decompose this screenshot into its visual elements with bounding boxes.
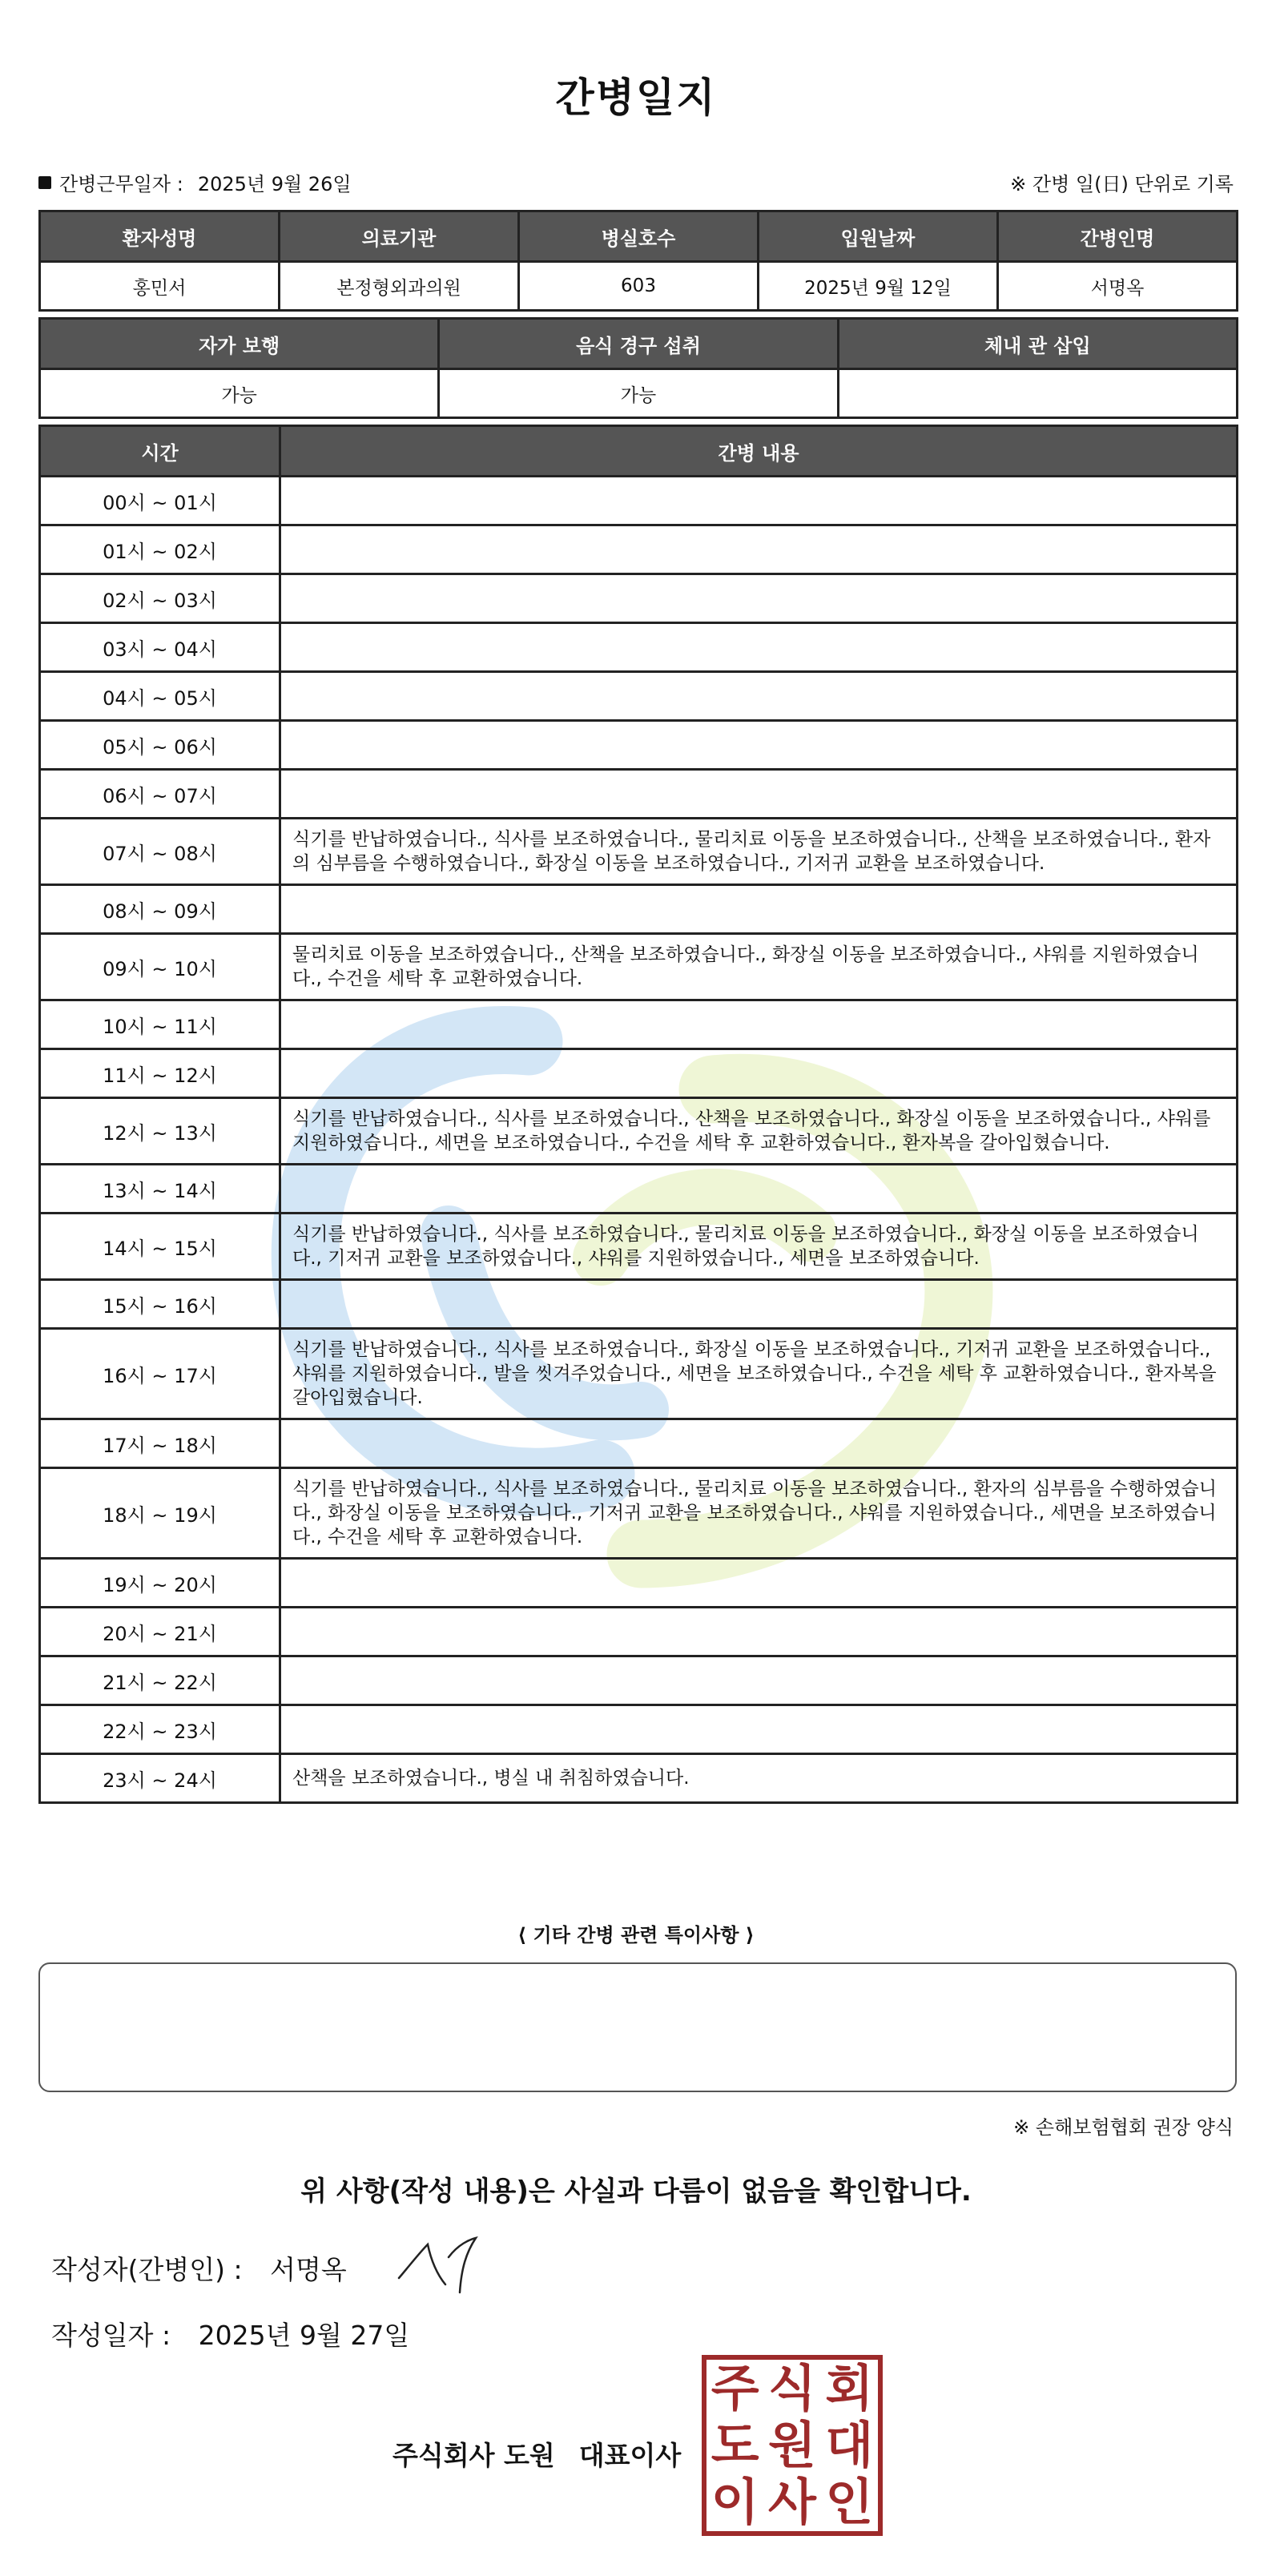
header-caregiver: 간병인명 [998,211,1238,262]
header-hospital: 의료기관 [280,211,519,262]
table-row [40,1705,1238,1754]
log-time: 17시 ~ 18시 [40,1419,280,1468]
oral-intake-value: 가능 [439,369,838,418]
log-time: 11시 ~ 12시 [40,1049,280,1098]
written-date-label: 작성일자 : [51,2320,171,2351]
log-time: 09시 ~ 10시 [40,934,280,1000]
status-info-table [38,317,1238,419]
table-row [40,525,1238,574]
header-care-content: 간병 내용 [280,426,1238,477]
log-content: 식기를 반납하였습니다., 식사를 보조하였습니다., 산책을 보조하였습니다., 화장실 이동을 보조하였습니다., 샤워를 지원하였습니다., 세면을 보조하였습니다., 수건을 세탁 후 교환하였습니다., 환자복을 갈아입혔습니다. [280,1098,1238,1165]
log-time: 03시 ~ 04시 [40,623,280,672]
table-row [40,1754,1238,1803]
table-row [40,477,1238,525]
table-row [40,1280,1238,1329]
seal-char: 식 [768,2358,816,2417]
table-row [40,1419,1238,1468]
log-time: 10시 ~ 11시 [40,1000,280,1049]
table-row [40,1000,1238,1049]
log-content: 식기를 반납하였습니다., 식사를 보조하였습니다., 물리치료 이동을 보조하였습니다., 환자의 심부름을 수행하였습니다., 화장실 이동을 보조하였습니다., 기저귀 교환을 보조하였습니다., 샤워를 지원하였습니다., 세면을 보조하였습니다., 수건을 세탁 후 교환하였습니다. [280,1468,1238,1559]
company-line [392,2435,681,2473]
written-date-line [51,2315,409,2353]
log-time: 19시 ~ 20시 [40,1559,280,1608]
log-time: 08시 ~ 09시 [40,885,280,934]
log-content [280,885,1238,934]
log-content [280,1000,1238,1049]
special-notes-title: ⟨ 기타 간병 관련 특이사항 ⟩ [517,1924,755,1946]
log-content [280,1280,1238,1329]
header-oral-intake: 음식 경구 섭취 [439,319,838,369]
work-date-label: 간병근무일자 : [59,173,183,195]
table-row [40,819,1238,885]
table-row [40,1214,1238,1280]
log-content: 물리치료 이동을 보조하였습니다., 산책을 보조하였습니다., 화장실 이동을 보조하였습니다., 샤워를 지원하였습니다., 수건을 세탁 후 교환하였습니다. [280,934,1238,1000]
log-time: 20시 ~ 21시 [40,1608,280,1656]
document-title: 간병일지 [555,74,717,121]
table-row [40,721,1238,770]
caregiver-name: 서명옥 [998,262,1238,311]
company-seal-stamp [702,2355,883,2536]
patient-name: 홍민서 [40,262,280,311]
log-time: 12시 ~ 13시 [40,1098,280,1165]
log-content: 식기를 반납하였습니다., 식사를 보조하였습니다., 화장실 이동을 보조하였습니다., 기저귀 교환을 보조하였습니다., 샤워를 지원하였습니다., 발을 씻겨주었습니다., 세면을 보조하였습니다., 수건을 세탁 후 교환하였습니다., 환자복을 갈아입혔습니다. [280,1329,1238,1419]
log-content [280,477,1238,525]
log-time: 07시 ~ 08시 [40,819,280,885]
table-row [40,770,1238,819]
log-time: 05시 ~ 06시 [40,721,280,770]
log-content [280,1559,1238,1608]
table-row [40,672,1238,721]
header-patient-name: 환자성명 [40,211,280,262]
log-content [280,672,1238,721]
seal-char: 도 [710,2415,759,2474]
log-content [280,721,1238,770]
table-row [40,885,1238,934]
log-content [280,770,1238,819]
table-row [40,1656,1238,1705]
log-content [280,1608,1238,1656]
confirmation-statement: 위 사항(작성 내용)은 사실과 다름이 없음을 확인합니다. [300,2176,972,2208]
bullet-icon [38,176,51,189]
hospital-name: 본정형외과의원 [280,262,519,311]
table-row [40,1559,1238,1608]
admission-date: 2025년 9월 12일 [759,262,998,311]
seal-char: 이 [710,2473,759,2532]
header-walking: 자가 보행 [40,319,439,369]
log-time: 06시 ~ 07시 [40,770,280,819]
table-row [40,934,1238,1000]
walking-value: 가능 [40,369,439,418]
log-content [280,1705,1238,1754]
table-row [40,1468,1238,1559]
signature [392,2228,489,2300]
writer-name: 서명옥 [270,2254,347,2285]
log-time: 13시 ~ 14시 [40,1165,280,1214]
work-date-value: 2025년 9월 26일 [197,173,352,195]
log-time: 21시 ~ 22시 [40,1656,280,1705]
log-time: 01시 ~ 02시 [40,525,280,574]
log-time: 18시 ~ 19시 [40,1468,280,1559]
writer-label: 작성자(간병인) : [51,2254,243,2285]
log-content [280,1165,1238,1214]
seal-char: 회 [825,2358,874,2417]
log-content [280,1419,1238,1468]
tube-value [838,369,1237,418]
log-content [280,574,1238,623]
table-row [40,1608,1238,1656]
table-row [40,623,1238,672]
written-date-value: 2025년 9월 27일 [198,2320,410,2351]
table-row [40,1098,1238,1165]
care-log-table [38,425,1238,1804]
day-unit-note: ※ 간병 일(日) 단위로 기록 [1010,173,1234,195]
seal-char: 원 [768,2415,816,2474]
seal-char: 대 [825,2415,874,2474]
log-content [280,1049,1238,1098]
table-row [40,1329,1238,1419]
header-admission-date: 입원날짜 [759,211,998,262]
table-row [40,1049,1238,1098]
log-time: 16시 ~ 17시 [40,1329,280,1419]
log-time: 00시 ~ 01시 [40,477,280,525]
work-date-line [38,168,352,196]
association-note: ※ 손해보험협회 권장 양식 [1013,2116,1234,2139]
seal-char: 주 [710,2358,759,2417]
header-time: 시간 [40,426,280,477]
log-time: 02시 ~ 03시 [40,574,280,623]
company-title: 대표이사 [578,2440,682,2471]
log-content [280,525,1238,574]
table-row [40,1165,1238,1214]
log-content: 산책을 보조하였습니다., 병실 내 취침하였습니다. [280,1754,1238,1803]
room-number: 603 [519,262,759,311]
header-tube: 체내 관 삽입 [838,319,1237,369]
seal-char: 인 [825,2473,874,2532]
log-time: 04시 ~ 05시 [40,672,280,721]
log-content [280,623,1238,672]
table-row [40,574,1238,623]
log-content [280,1656,1238,1705]
header-room: 병실호수 [519,211,759,262]
company-name: 주식회사 도원 [392,2440,555,2471]
log-time: 15시 ~ 16시 [40,1280,280,1329]
log-content: 식기를 반납하였습니다., 식사를 보조하였습니다., 물리치료 이동을 보조하였습니다., 산책을 보조하였습니다., 환자의 심부름을 수행하였습니다., 화장실 이동을 보조하였습니다., 기저귀 교환을 보조하였습니다. [280,819,1238,885]
writer-line [51,2249,347,2287]
log-content: 식기를 반납하였습니다., 식사를 보조하였습니다., 물리치료 이동을 보조하였습니다., 화장실 이동을 보조하였습니다., 기저귀 교환을 보조하였습니다., 샤워를 지원하였습니다., 세면을 보조하였습니다. [280,1214,1238,1280]
log-time: 23시 ~ 24시 [40,1754,280,1803]
special-notes-box [38,1962,1237,2092]
patient-info-table [38,210,1238,312]
seal-char: 사 [768,2473,816,2532]
log-time: 22시 ~ 23시 [40,1705,280,1754]
log-time: 14시 ~ 15시 [40,1214,280,1280]
